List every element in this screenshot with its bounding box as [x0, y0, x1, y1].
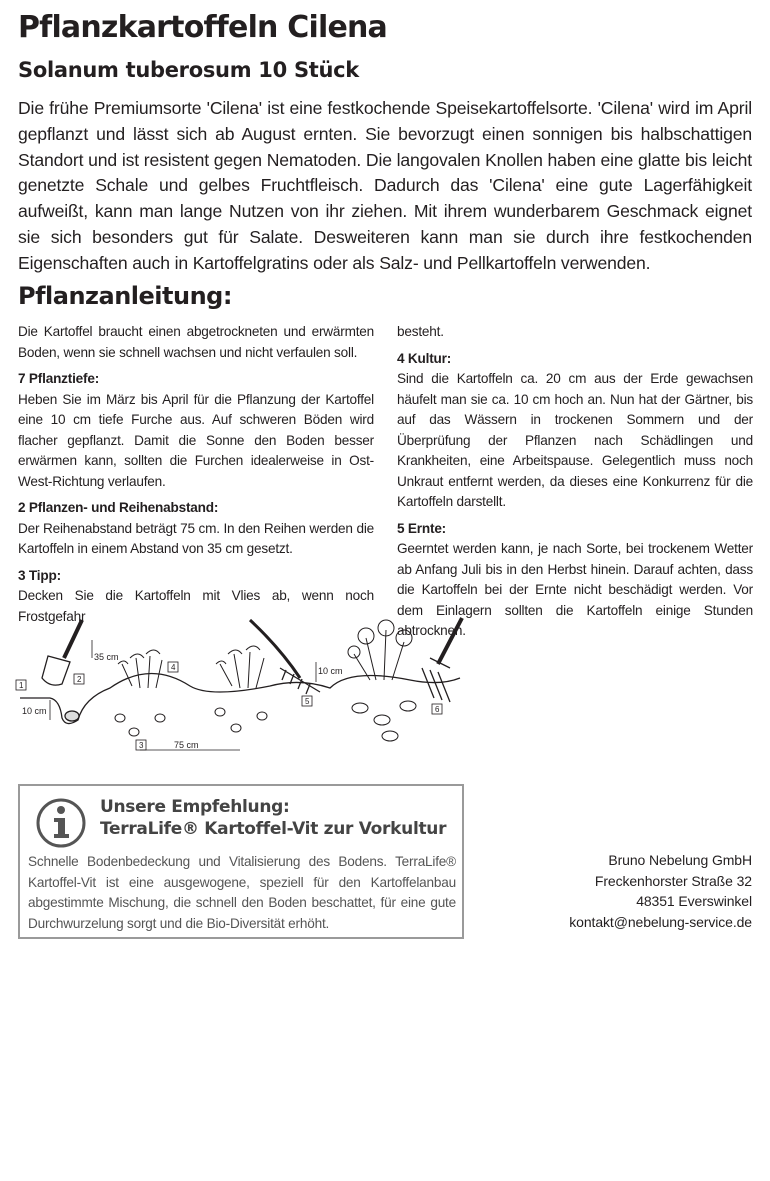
tuber-icon: [65, 711, 79, 721]
planting-illustration: [10, 608, 470, 768]
ground-line: [20, 673, 460, 723]
recommendation-heading-line2: TerraLife® Kartoffel-Vit zur Vorkultur: [100, 819, 447, 839]
company-street: Freckenhorster Straße 32: [594, 872, 752, 889]
company-city: 48351 Everswinkel: [636, 893, 752, 909]
recommendation-text: Schnelle Bodenbedeckung und Vitalisierung des Bodens. TerraLife® Kartoffel-Vit ist eine ausgewogene, speziell für den Kartoffelanbau abgestimmte Mischung, die schnell den Boden beschattet, für eine gute Durchwurzelung sorgt und die Bio-Diversität erhöht.: [28, 854, 456, 931]
step-text: Geerntet werden kann, je nach Sorte, bei trockenem Wetter ab Anfang Juli bis in den Herbst hinein. Darauf achten, dass die Kartoffeln bei der Ernte nicht beschädigt werden. Vor dem Einlagern sollten die Kartoffeln einige Stunden abtrocknen.: [397, 541, 753, 638]
step-continuation: besteht.: [397, 324, 444, 339]
instructions-intro: Die Kartoffel braucht einen abgetrockneten und erwärmten Boden, wenn sie schnell wachsen und nicht verfaulen soll.: [18, 324, 374, 360]
company-name: Bruno Nebelung GmbH: [608, 852, 752, 868]
marker-3: 3: [139, 741, 144, 750]
intro-paragraph: Die frühe Premiumsorte 'Cilena' ist eine festkochende Speisekartoffelsorte. 'Cilena' wird im April gepflanzt und lässt sich ab August ernten. Sie bevorzugt einen sonnigen bis halbschattigen Standort und ist resistent gegen Nematoden. Die langovalen Knollen haben eine glatte bis leicht genetzte Schale und gelbes Fruchtfleisch. Dadurch das 'Cilena' eine gute Lagerfähigkeit aufweißt, kann man lange Nutzen von ihr ziehen. Mit ihrem wunderbarem Geschmack eignet sie sich besonders gut für Salate. Desweiteren kann man sie durch ihre festkochenden Eigenschaften auch in Kartoffelgratins oder als Salz- und Pellkartoffeln verwenden.: [18, 98, 752, 273]
marker-1: 1: [19, 681, 24, 690]
tubers-icon: [115, 701, 416, 741]
step-title: 2 Pflanzen- und Reihenabstand:: [18, 500, 219, 515]
step-text: Sind die Kartoffeln ca. 20 cm aus der Erde gewachsen häufelt man sie ca. 10 cm hoch an. Nun hat der Gärtner, bis auf das Wässern in trockenen Sommern und der Überprüfung der Pflanzen nach Schädlingen und Krankheiten, eine Arbeitspause. Gelegentlich muss noch Unkraut entfernt werden, da dieses eine Konkurrenz für die Kartoffeln darstellt.: [397, 371, 753, 509]
step-title: 7 Pflanztiefe:: [18, 371, 100, 386]
recommendation-heading: [100, 796, 446, 840]
step-text: Heben Sie im März bis April für die Pflanzung der Kartoffel eine 10 cm tiefe Furche aus. Auf schweren Böden wird flacher gepflanzt. Damit die Sonne den Boden besser erwärmen kann, sollten die Furchen idealerweise in Ost-West-Richtung verlaufen.: [18, 391, 374, 489]
step-text: Der Reihenabstand beträgt 75 cm. In den Reihen werden die Kartoffeln in einem Abstand von 35 cm gesetzt.: [18, 520, 374, 556]
recommendation-box: [18, 784, 464, 939]
marker-6: 6: [435, 705, 440, 714]
company-address: [569, 850, 752, 932]
step-title: 4 Kultur:: [397, 350, 452, 366]
instructions-column-left: [18, 322, 374, 633]
label-10cm: 10 cm: [318, 666, 343, 676]
pitchfork-icon: [422, 618, 462, 702]
plant-icon: [348, 620, 412, 680]
step-text: Decken Sie die Kartoffeln mit Vlies ab, wenn noch Frostgefahr: [18, 588, 374, 624]
info-icon: [36, 798, 86, 848]
step-title: 5 Ernte:: [397, 520, 447, 536]
label-35cm: 35 cm: [94, 652, 119, 662]
page-subtitle: Solanum tuberosum 10 Stück: [18, 58, 359, 82]
label-10cm: 10 cm: [22, 706, 47, 716]
marker-4: 4: [171, 663, 176, 672]
recommendation-heading-line1: Unsere Empfehlung:: [100, 797, 290, 817]
step-title: 3 Tipp:: [18, 567, 61, 583]
instructions-column-right: [397, 322, 753, 648]
marker-5: 5: [305, 697, 310, 706]
instructions-heading: Pflanzanleitung:: [18, 282, 232, 310]
marker-2: 2: [77, 675, 82, 684]
plant-icon: [118, 650, 162, 688]
company-email: kontakt@nebelung-service.de: [569, 913, 752, 930]
plant-icon: [216, 646, 264, 688]
spade-icon: [42, 620, 82, 685]
label-75cm: 75 cm: [174, 740, 199, 750]
page-title: Pflanzkartoffeln Cilena: [18, 10, 387, 45]
